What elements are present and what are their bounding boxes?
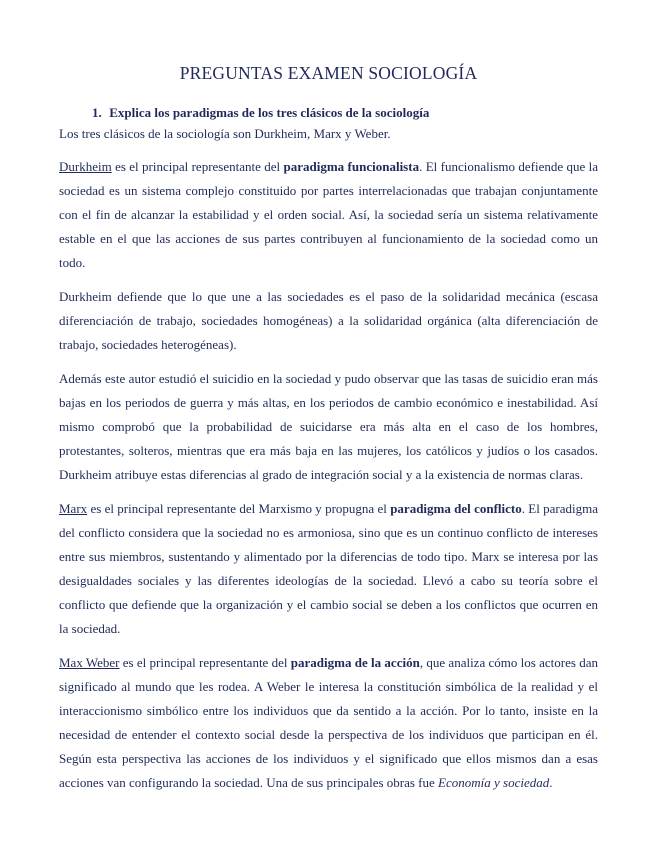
question-text: Explica los paradigmas de los tres clásicos de la sociología — [109, 105, 430, 120]
marx-paragraph — [59, 497, 598, 641]
marx-text-2: . El paradigma del conflicto considera que la sociedad no es armoniosa, sino que es un continuo conflicto de intereses entre sus miembros, sustentando y alimentado por la diferencias de todo tipo. Marx se interesa por las desigualdades sociales y las diferentes ideologías de la sociedad. Llevó a cabo su teoría sobre el conflicto que defiende que la organización y el cambio social se deben a los conflictos que ocurren en la sociedad. — [59, 501, 599, 636]
durkheim-text-2: . El funcionalismo defiende que la sociedad es un sistema complejo constituido por partes interrelacionadas que trabajan conjuntamente con el fin de alcanzar la estabilidad y el orden social. Así, la sociedad sería un sistema relativamente estable en el que las acciones de sus partes contribuyen al funcionamiento de la sociedad como un todo. — [59, 159, 598, 270]
weber-text-1: es el principal representante del — [119, 655, 291, 670]
durkheim-paragraph — [59, 155, 598, 275]
weber-paradigm: paradigma de la acción — [290, 655, 420, 670]
marx-paradigm: paradigma del conflicto — [390, 501, 522, 516]
durkheim-paragraph-3: Además este autor estudió el suicidio en la sociedad y pudo observar que las tasas de suicidio eran más bajas en los periodos de guerra y más altas, en los periodos de cambio económico e inestabilidad. Así mismo comprobó que la probabilidad de suicidarse era más alta en el caso de los hombres, protestantes, solteros, mientras que era más baja en las mujeres, los católicos y judíos o los casados. Durkheim atribuye estas diferencias al grado de integración social y a la existencia de normas claras. — [59, 371, 598, 482]
weber-paragraph — [59, 651, 598, 795]
weber-work-title: Economía y sociedad — [438, 775, 550, 790]
page-title: PREGUNTAS EXAMEN SOCIOLOGÍA — [179, 63, 478, 83]
weber-text-3: . — [549, 775, 553, 790]
question-number: 1. — [92, 105, 102, 120]
durkheim-name: Durkheim — [59, 159, 112, 174]
durkheim-text-1: es el principal representante del — [111, 159, 284, 174]
weber-text-2: , que analiza cómo los actores dan significado al mundo que les rodea. A Weber le interesa la constitución simbólica de la realidad y el interaccionismo simbólico entre los individuos que da sentido a la acción. Por lo tanto, insiste en la necesidad de entender el contexto social desde la perspectiva de los individuos que participan en él. Según esta perspectiva las acciones de los individuos y el significado que ellos mismos dan a esas acciones van configurando la sociedad. Una de sus principales obras fue — [59, 655, 598, 790]
marx-text-1: es el principal representante del Marxismo y propugna el — [87, 501, 391, 516]
durkheim-paradigm: paradigma funcionalista — [283, 159, 420, 174]
marx-name: Marx — [59, 501, 88, 516]
question-heading — [92, 104, 598, 122]
durkheim-paragraph-2: Durkheim defiende que lo que une a las sociedades es el paso de la solidaridad mecánica (escasa diferenciación de trabajo, sociedades homogéneas) a la solidaridad orgánica (alta diferenciación de trabajo, sociedades heterogéneas). — [59, 289, 598, 352]
weber-name: Max Weber — [59, 655, 120, 670]
intro-paragraph: Los tres clásicos de la sociología son Durkheim, Marx y Weber. — [59, 126, 391, 141]
